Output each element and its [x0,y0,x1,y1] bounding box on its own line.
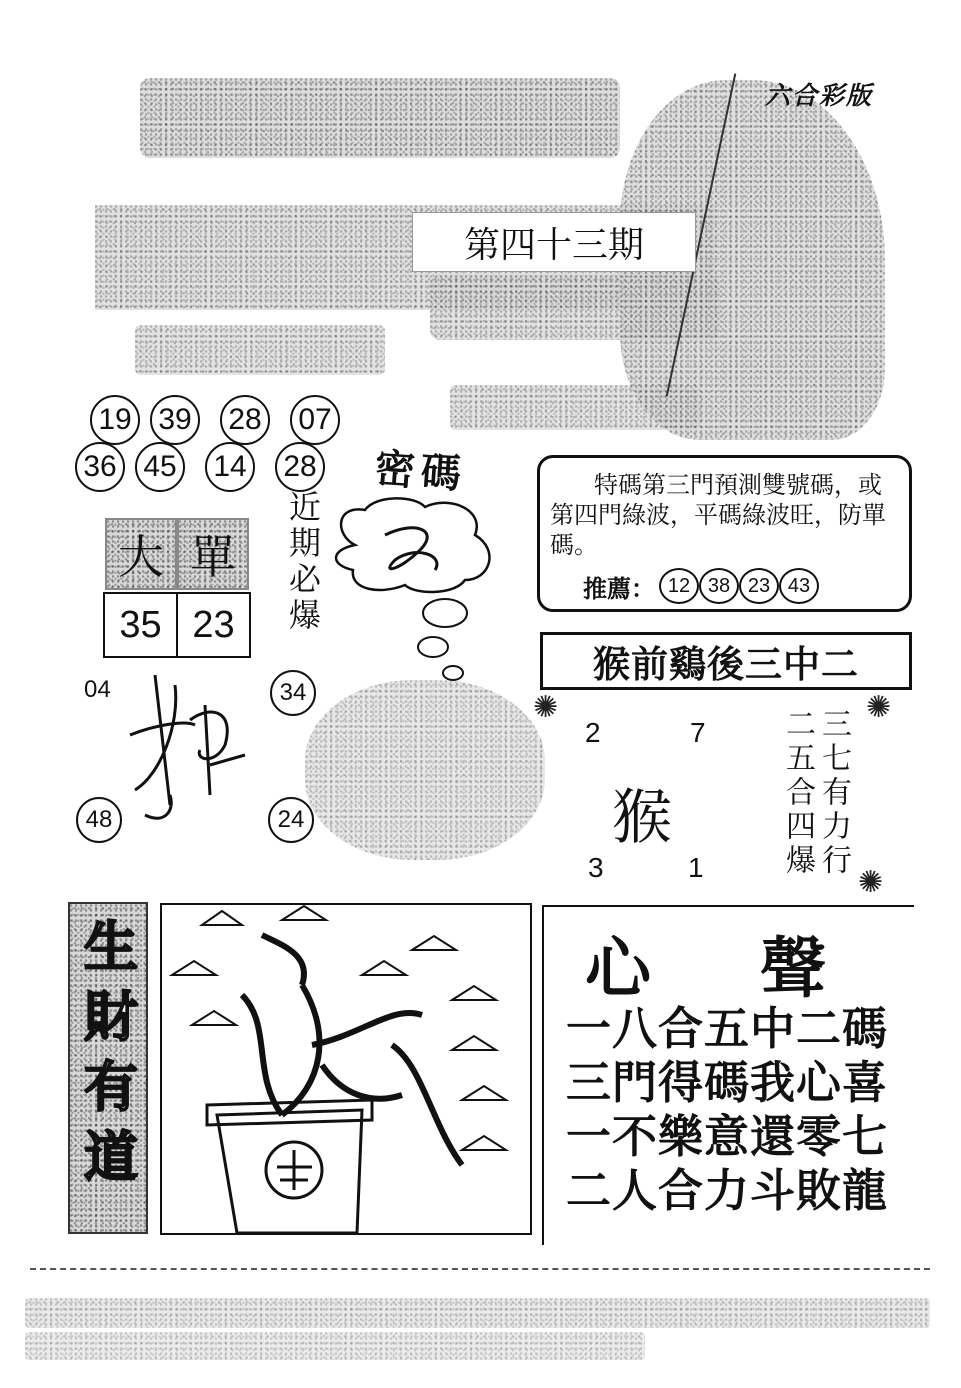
number-ball: 28 [275,442,325,492]
number-ball: 19 [90,395,140,445]
dog-number-tr: 34 [270,670,316,716]
monkey-char: 猴 [612,783,672,853]
dog-handwriting [115,665,255,835]
recommend-number: 23 [739,568,779,604]
issue-box [412,212,696,272]
monkey-number: 1 [688,852,704,883]
dog-number-tl: 04 [84,676,111,703]
heart-voice-title-2: 聲 [760,930,826,1007]
wealth-text: 生財有道 [75,918,140,1198]
big-value: 35 [103,592,178,658]
monkey-number: 3 [588,852,604,883]
prediction-text: 特碼第三門預測雙號碼，或第四門綠波，平碼綠波旺，防單碼。 [550,471,886,559]
top-numbers-row-1 [90,395,340,445]
flower-ornament-icon: ✺ [866,690,892,725]
number-ball: 39 [150,395,200,445]
monkey-number: 2 [585,717,601,748]
edition-label: 六合彩版 [765,81,874,110]
dragon-illustration [305,680,545,860]
thought-cloud [325,495,505,695]
recommend-number: 12 [659,568,699,604]
bonsai-illustration [162,905,530,1233]
dog-number-br: 24 [268,797,314,843]
heart-voice-lines [566,1002,888,1218]
recent-vertical-text [283,490,323,634]
heart-voice-line: 二人合力斗敗龍 [566,1164,889,1217]
issue-number: 第四十三期 [463,224,644,266]
footer-notice-line-2 [25,1332,645,1360]
big-label: 大 [105,518,177,590]
number-ball: 07 [290,395,340,445]
monkey-col-1: 二五合四爆 [780,708,815,878]
recommend-number: 43 [779,568,819,604]
heart-voice-title-1: 心 [585,930,651,1007]
heart-voice-line: 一不樂意還零七 [566,1110,889,1163]
dog-number-bl: 48 [76,797,122,843]
recent-vertical: 近期必爆 [284,490,322,634]
recommend-number: 38 [699,568,739,604]
monkey-col-2: 三七有力行 [816,708,851,878]
single-label: 單 [177,518,249,590]
number-ball: 45 [135,442,185,492]
recommend-label: 推薦： [583,574,655,603]
flower-ornament-icon: ✺ [533,690,559,725]
monkey-banner-text: 猴前鷄後三中二 [593,643,859,686]
heart-voice-line: 一八合五中二碼 [566,1002,889,1055]
number-ball: 28 [220,395,270,445]
footer-notice-line-1 [25,1298,930,1328]
heart-voice-line: 三門得碼我心喜 [566,1056,889,1109]
footer-divider [30,1268,930,1270]
secret-code-title: 密碼 [373,444,469,499]
masthead-logo [140,78,620,158]
monkey-banner [540,632,912,690]
flower-ornament-icon: ✺ [858,865,884,900]
monkey-number: 7 [690,717,706,748]
recommend-row [583,568,819,604]
number-ball: 14 [205,442,255,492]
masthead-subtitle-left [135,325,385,375]
wealth-banner [68,902,148,1234]
number-ball: 36 [75,442,125,492]
top-numbers-row-2 [75,442,325,492]
single-value: 23 [176,592,251,658]
